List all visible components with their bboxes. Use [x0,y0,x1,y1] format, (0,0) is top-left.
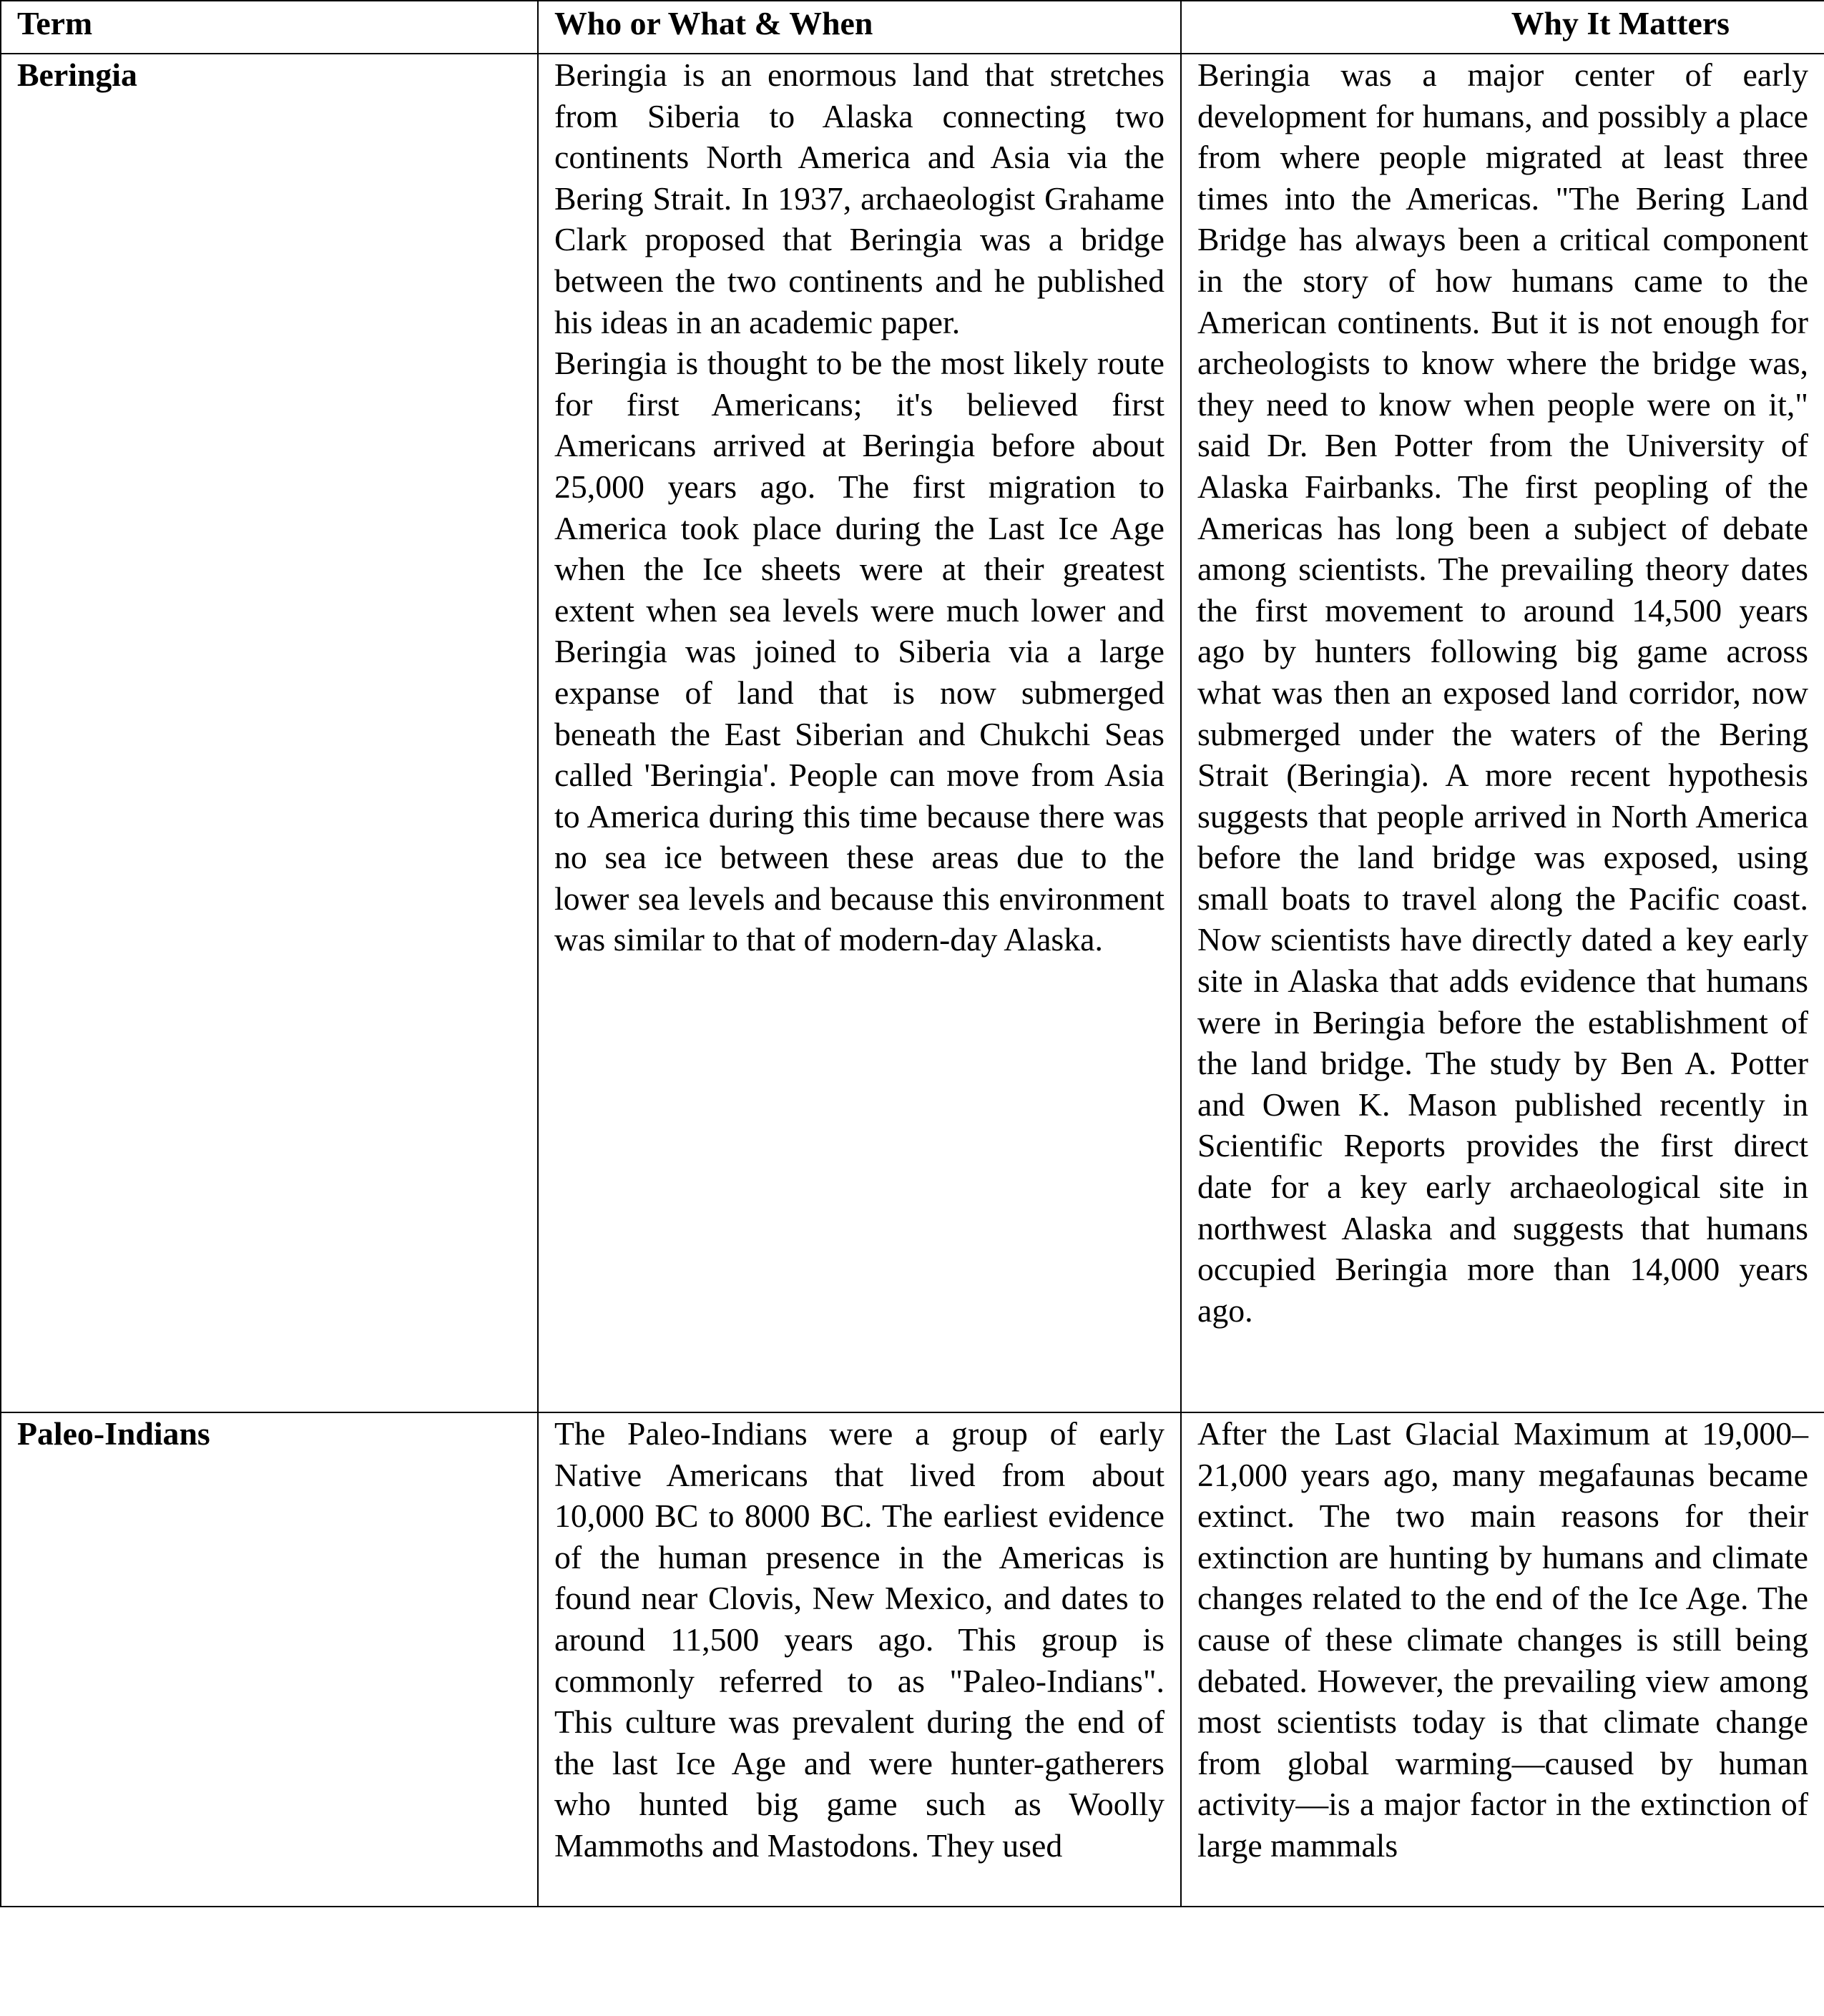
why-it-matters-cell [1181,1412,1824,1907]
who-what-when-cell [538,54,1181,1412]
table-row [1,1412,1824,1907]
why-it-matters-cell [1181,54,1824,1412]
paragraph: After the Last Glacial Maximum at 19,000–21,000 years ago, many megafaunas became extinct. The two main reasons for their extinction are hunting by humans and climate changes related to the end of the Ice Age. The cause of these climate changes is still being debated. However, the prevailing view among most scientists today is that climate change from global warming—caused by human activity—is a major factor in the extinction of large mammals [1197,1415,1808,1864]
term-cell: Beringia [1,54,538,1412]
header-term: Term [1,1,538,54]
table-header-row [1,1,1824,54]
paragraph: Beringia is thought to be the most likely route for first Americans; it's believed first Americans arrived at Beringia before about 25,000 years ago. The first migration to America took place during the Last Ice Age when the Ice sheets were at their greatest extent when sea levels were much lower and Beringia was joined to Siberia via a large expanse of land that is now submerged beneath the East Siberian and Chukchi Seas called 'Beringia'. People can move from Asia to America during this time because there was no sea ice between these areas due to the lower sea levels and because this environment was similar to that of modern-day Alaska. [554,345,1164,958]
paragraph: Beringia is an enormous land that stretches from Siberia to Alaska connecting two continents North America and Asia via the Bering Strait. In 1937, archaeologist Grahame Clark proposed that Beringia was a bridge between the two continents and he published his ideas in an academic paper. [554,56,1164,340]
who-what-when-cell [538,1412,1181,1907]
term-cell: Paleo-Indians [1,1412,538,1907]
table-row [1,54,1824,1412]
paragraph: Beringia was a major center of early development for humans, and possibly a place from where people migrated at least three times into the Americas. "The Bering Land Bridge has always been a critical component in the story of how humans came to the American continents. But it is not enough for archeologists to know where the bridge was, they need to know when people were on it," said Dr. Ben Potter from the University of Alaska Fairbanks. The first peopling of the Americas has long been a subject of debate among scientists. The prevailing theory dates the first movement to around 14,500 years ago by hunters following big game across what was then an exposed land corridor, now submerged under the waters of the Bering Strait (Beringia). A more recent hypothesis suggests that people arrived in North America before the land bridge was exposed, using small boats to travel along the Pacific coast. Now scientists have directly dated a key early site in Alaska that adds evidence that humans were in Beringia before the establishment of the land bridge. The study by Ben A. Potter and Owen K. Mason published recently in Scientific Reports provides the first direct date for a key early archaeological site in northwest Alaska and suggests that humans occupied Beringia more than 14,000 years ago. [1197,56,1808,1329]
paragraph: The Paleo-Indians were a group of early Native Americans that lived from about 10,000 BC to 8000 BC. The earliest evidence of the human presence in the Americas is found near Clovis, New Mexico, and dates to around 11,500 years ago. This group is commonly referred to as "Paleo-Indians". This culture was prevalent during the end of the last Ice Age and were hunter-gatherers who hunted big game such as Woolly Mammoths and Mastodons. They used [554,1415,1164,1864]
header-who-what-when: Who or What & When [538,1,1181,54]
header-why-it-matters: Why It Matters [1181,1,1824,54]
